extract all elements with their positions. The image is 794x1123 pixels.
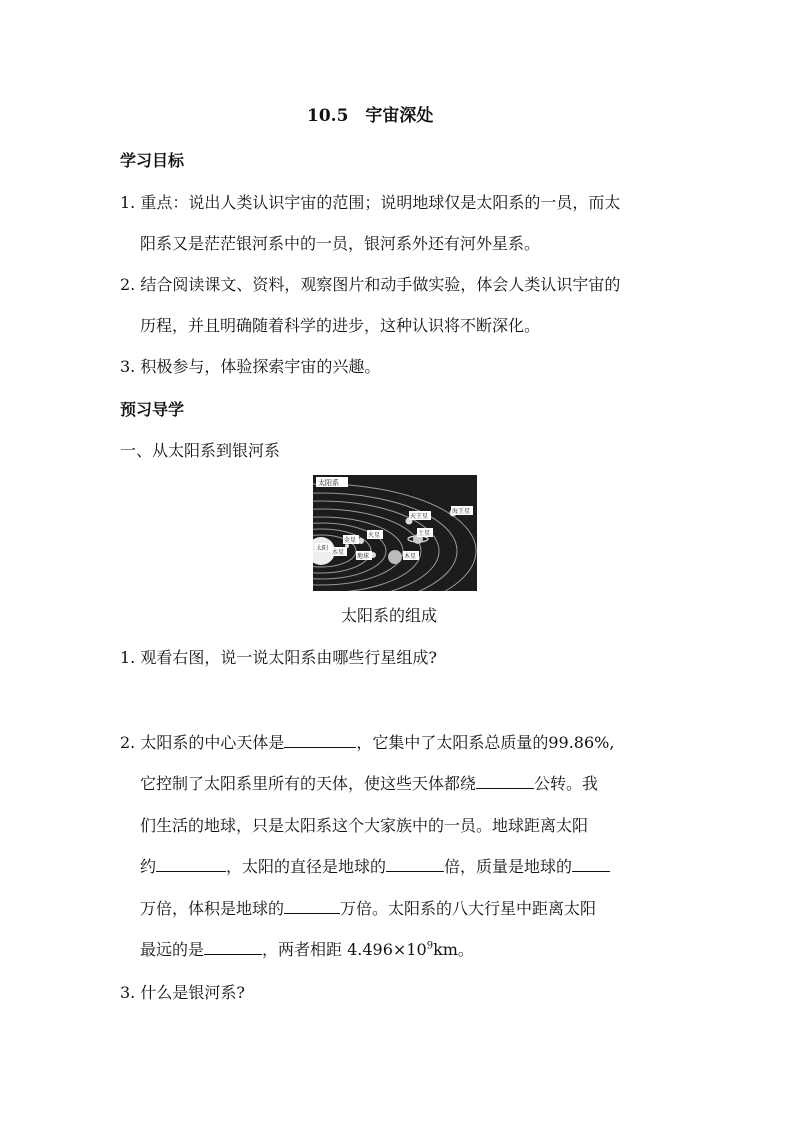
question-1: 1. 观看右图，说一说太阳系由哪些行星组成?: [120, 648, 437, 667]
q2-text-11: ，两者相距 4.496×10: [262, 940, 427, 959]
label-mercury: 水星: [332, 549, 345, 556]
q2-text-6: ，太阳的直径是地球的: [226, 857, 387, 876]
preview-heading: 预习导学: [120, 400, 185, 419]
label-neptune: 海王星: [452, 508, 471, 515]
q2-text-4: 公转。我: [534, 774, 599, 793]
objective-1-line-2: 阳系又是茫茫银河系中的一员，银河系外还有河外星系。: [140, 234, 541, 253]
blank-distance[interactable]: [156, 857, 226, 872]
question-2-line-3: 们生活的地球，只是太阳系这个大家族中的一员。地球距离太阳: [140, 816, 589, 835]
solar-system-diagram: [313, 475, 477, 591]
blank-orbit-center[interactable]: [476, 774, 534, 789]
question-2-line-5: [140, 899, 596, 919]
question-2-line-1: [120, 733, 614, 753]
q2-text-12: km。: [433, 940, 474, 959]
label-venus: 金星: [344, 537, 357, 544]
label-mars: 火星: [368, 532, 381, 539]
label-earth: 地球: [357, 553, 370, 560]
label-sun: 太阳: [316, 545, 329, 552]
blank-farthest-planet[interactable]: [204, 940, 262, 955]
blank-diameter-ratio[interactable]: [386, 857, 444, 872]
page-title: 10.5 宇宙深处: [307, 106, 434, 126]
q2-text-2: ，它集中了太阳系总质量的99.86%,: [356, 733, 615, 752]
question-2-line-6: [140, 940, 474, 960]
blank-central-body[interactable]: [284, 733, 356, 748]
q2-text-3: 它控制了太阳系里所有的天体，使这些天体都绕: [140, 774, 477, 793]
q2-text-5: 约: [140, 857, 157, 876]
solar-system-figure: [313, 475, 477, 591]
q2-text-1: 2. 太阳系的中心天体是: [120, 733, 285, 752]
question-3: 3. 什么是银河系?: [120, 983, 245, 1002]
blank-volume-ratio[interactable]: [284, 899, 340, 914]
q2-text-10: 最远的是: [140, 940, 205, 959]
label-saturn: 土星: [418, 530, 431, 537]
objective-2-line-2: 历程，并且明确随着科学的进步，这种认识将不断深化。: [140, 316, 541, 335]
blank-mass-ratio[interactable]: [572, 857, 610, 872]
objective-2-line-1: 2. 结合阅读课文、资料，观察图片和动手做实验，体会人类认识宇宙的: [120, 275, 621, 294]
label-uranus: 天王星: [410, 513, 429, 520]
objective-3: 3. 积极参与，体验探索宇宙的兴趣。: [120, 357, 381, 376]
label-jupiter: 木星: [404, 553, 417, 560]
q2-text-9: 万倍。太阳系的八大行星中距离太阳: [340, 899, 597, 918]
q2-text-7: 倍，质量是地球的: [444, 857, 573, 876]
question-2-line-4: [140, 857, 610, 877]
exponent: 9: [426, 940, 434, 952]
figure-caption: 太阳系的组成: [341, 606, 438, 625]
figure-corner-label: 太阳系: [318, 479, 339, 487]
question-2-line-2: [140, 774, 598, 794]
objectives-heading: 学习目标: [120, 151, 185, 170]
q2-text-8: 万倍，体积是地球的: [140, 899, 285, 918]
part-1-heading: 一、从太阳系到银河系: [120, 441, 281, 460]
objective-1-line-1: 1. 重点：说出人类认识宇宙的范围；说明地球仅是太阳系的一员，而太: [120, 193, 621, 212]
